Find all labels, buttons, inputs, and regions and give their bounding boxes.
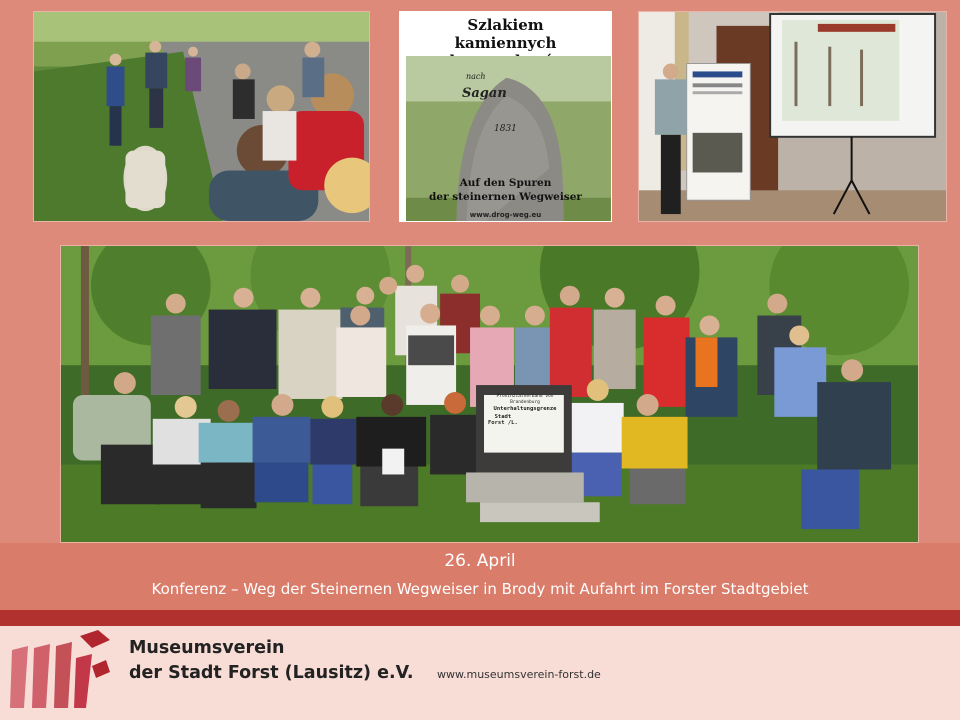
- footer-org-line2: der Stadt Forst (Lausitz) e.V.: [129, 663, 414, 683]
- poster-title-line1: Szlakiem: [467, 16, 544, 34]
- signpost-line4: Forst /L.: [488, 420, 518, 426]
- museumsverein-logo: [6, 628, 116, 714]
- caption-text: Konferenz – Weg der Steinernen Wegweiser in Brody mit Aufahrt im Forster Stadtgebiet: [151, 580, 809, 598]
- signpost-line2: Unterhaltungsgrenze: [493, 406, 557, 412]
- photo-group-at-signpost: [60, 245, 919, 543]
- poster-url: www.drog-weg.eu: [469, 211, 542, 219]
- footer-org-name: [129, 636, 414, 686]
- poster-title-line2: kamiennych: [454, 34, 557, 52]
- poster-stone-signposts: [399, 11, 612, 222]
- stone-text-year: 1831: [494, 124, 517, 134]
- divider-bar: [0, 610, 960, 626]
- signpost-line1: Provinzialverband von Brandenburg: [496, 394, 554, 405]
- signpost-line3: Stadt: [494, 414, 512, 420]
- photo-conference-speaker: [638, 11, 947, 222]
- poster-subtitle-line1: Auf den Spuren: [459, 177, 552, 189]
- footer-org-line1: Museumsverein: [129, 638, 285, 658]
- signpost-plaque: [485, 394, 565, 426]
- poster-subtitle-line2: der steinernen Wegweiser: [429, 191, 582, 203]
- poster-subtitle: [400, 176, 611, 204]
- stone-text-nach: nach: [466, 72, 486, 81]
- stone-text-sagan: Sagan: [462, 86, 507, 101]
- photo-walkers-on-road: [33, 11, 370, 222]
- footer-url-link[interactable]: www.museumsverein-forst.de: [437, 668, 601, 681]
- caption-date: 26. April: [444, 551, 516, 571]
